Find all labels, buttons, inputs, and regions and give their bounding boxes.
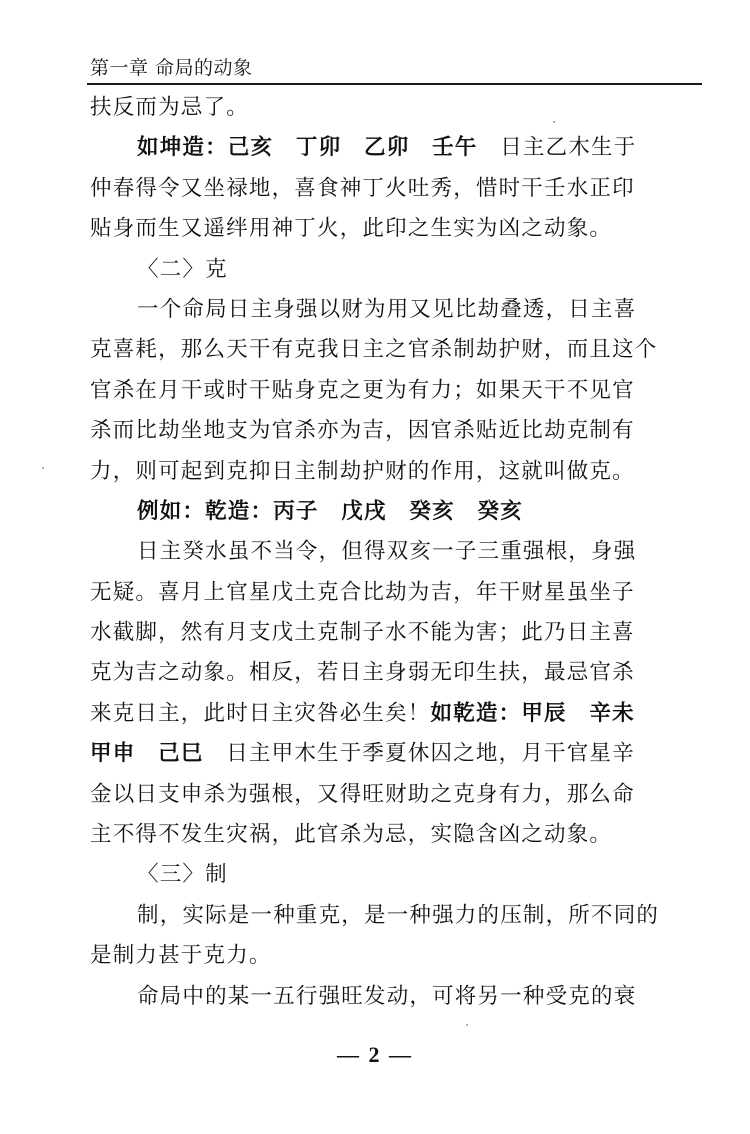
text-line: 扶反而为忌了。 — [90, 95, 249, 120]
scan-speck — [553, 121, 555, 123]
text-line: 一个命局日主身强以财为用又见比劫叠透，日主喜 — [137, 296, 637, 322]
bazi-chart-qian-cont: 甲申 己巳 — [90, 741, 204, 767]
text-line: 水截脚，然有月支戊土克制子水不能为害；此乃日主喜 — [90, 620, 635, 646]
text-line: 力，则可起到克抑日主制劫护财的作用，这就叫做克。 — [90, 458, 635, 484]
text-line: 是制力甚于克力。 — [90, 943, 272, 969]
text-line: 金以日支申杀为强根，又得旺财助之克身有力，那么命 — [90, 781, 635, 807]
header-rule — [87, 83, 702, 85]
bazi-chart-kun: 如坤造：己亥 丁卯 乙卯 壬午 — [137, 135, 478, 161]
bazi-chart-qian: 如乾造：甲辰 辛未 — [430, 700, 635, 726]
text-line: 克喜耗，那么天干有克我日主之官杀制劫护财，而且这个 — [90, 337, 658, 363]
text-line: 日主癸水虽不当令，但得双亥一子三重强根，身强 — [137, 539, 637, 565]
text-line: 来克日主，此时日主灾咎必生矣！如乾造：甲辰 辛未 — [90, 700, 635, 726]
page-number: — 2 — — [337, 1042, 413, 1067]
text-line: 如坤造：己亥 丁卯 乙卯 壬午 日主乙木生于 — [137, 135, 637, 161]
section-heading-ke: 〈二〉克 — [137, 256, 228, 282]
scan-speck — [42, 467, 44, 469]
text-line: 命局中的某一五行强旺发动，可将另一种受克的衰 — [137, 983, 637, 1009]
running-head: 第一章 命局的动象 — [90, 57, 253, 79]
section-heading-zhi: 〈三〉制 — [137, 862, 228, 888]
text-line: 无疑。喜月上官星戊土克合比劫为吉，年干财星虽坐子 — [90, 579, 635, 605]
text-line: 贴身而生又遥绊用神丁火，此印之生实为凶之动象。 — [90, 216, 613, 242]
text-line: 制，实际是一种重克，是一种强力的压制，所不同的 — [137, 902, 660, 928]
text-line: 官杀在月干或时干贴身克之更为有力；如果天干不见官 — [90, 377, 635, 403]
text-line: 甲申 己巳 日主甲木生于季夏休囚之地，月干官星辛 — [90, 741, 635, 767]
scan-speck — [466, 1024, 468, 1026]
body-text — [90, 88, 700, 1017]
text-line: 克为吉之动象。相反，若日主身弱无印生扶，最忌官杀 — [90, 660, 635, 686]
text-line: 主不得不发生灾祸，此官杀为忌，实隐含凶之动象。 — [90, 822, 613, 848]
text-line: 杀而比劫坐地支为官杀亦为吉，因官杀贴近比劫克制有 — [90, 418, 635, 444]
text-line: 仲春得令又坐禄地，喜食神丁火吐秀，惜时干壬水正印 — [90, 175, 635, 201]
bazi-chart-qian-example: 例如：乾造：丙子 戊戌 癸亥 癸亥 — [137, 498, 523, 524]
